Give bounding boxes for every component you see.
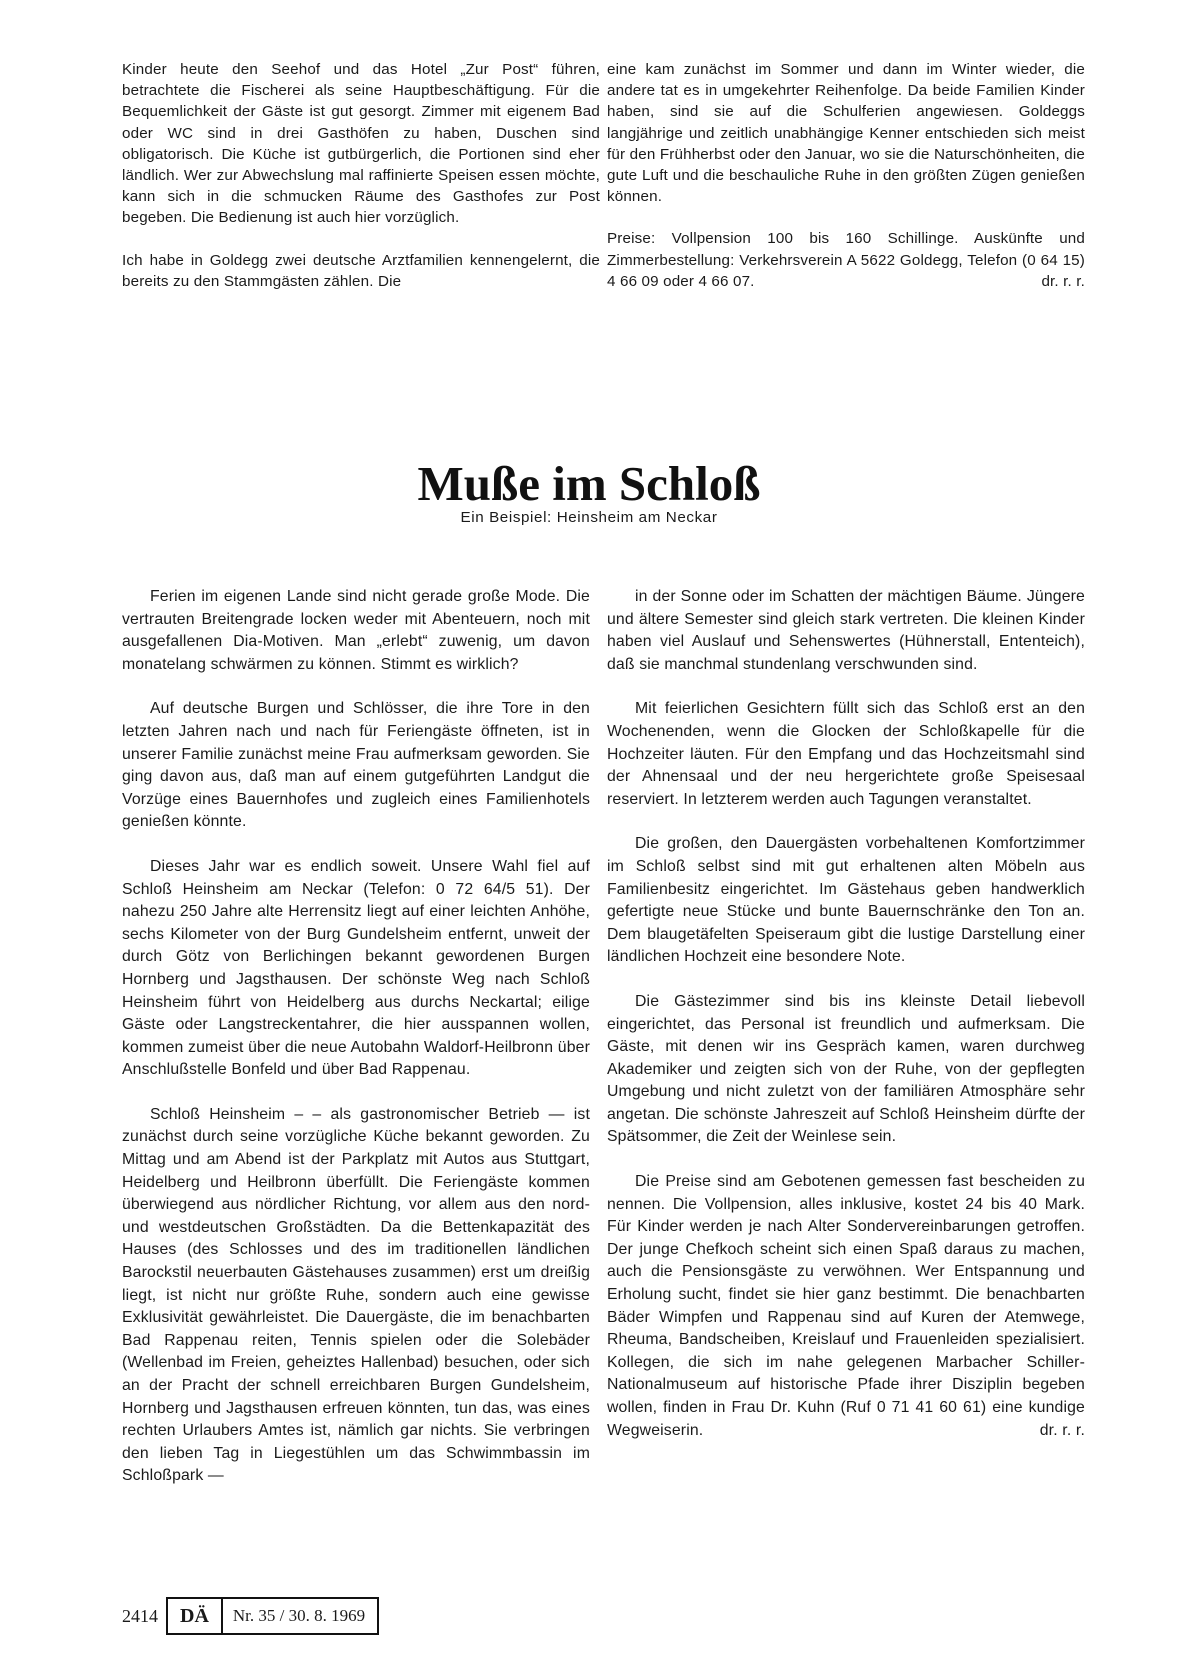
top-right-paragraph-2 <box>607 228 1085 292</box>
main-right-paragraph-4: Die Gästezimmer sind bis ins kleinste Detail liebevoll eingerichtet, das Personal ist freundlich und aufmerksam. Die Gäste, mit denen wir ins Gespräch kamen, waren durchweg Akademiker und zeigten sich von der Ruhe, von der gepflegten Umgebung und nicht zuletzt von der familiären Atmosphäre sehr angetan. Die schönste Jahreszeit auf Schloß Heinsheim dürfte der Spätsommer, die Zeit der Weinlese sein. <box>607 992 1085 1146</box>
journal-logo: DÄ <box>168 1599 223 1633</box>
top-left-paragraph-2: Ich habe in Goldegg zwei deutsche Arztfamilien kennengelernt, die bereits zu den Stammgästen zählen. Die <box>122 251 600 290</box>
article-title: Muße im Schloß <box>417 455 761 511</box>
top-left-column <box>122 59 600 292</box>
main-left-paragraph-1: Ferien im eigenen Lande sind nicht gerade große Mode. Die vertrauten Breitengrade locken weder mit Abenteuern, noch mit ausgefallenen Dia-Motiven. Man „erlebt“ zuwenig, um davon monatelang schwärmen zu können. Stimmt es wirklich? <box>122 588 590 673</box>
article-subtitle: Ein Beispiel: Heinsheim am Neckar <box>460 509 718 526</box>
prices-paragraph: Die Preise sind am Gebotenen gemessen fast bescheiden zu nennen. Die Vollpension, alles inklusive, kostet 24 bis 40 Mark. Für Kinder werden je nach Alter Sondervereinbarungen getroffen. Der junge Chefkoch scheint sich einen Spaß daraus zu machen, auch die Pensionsgäste zu verwöhnen. Wer Entspannung und Erholung sucht, findet sie hier ganz bestimmt. Die benachbarten Bäder Wimpfen und Rappenau sind auf Kuren der Atemwege, Rheuma, Bandscheiben, Kreislauf und Frauenleiden spezialisiert. Kollegen, die sich im nahe gelegenen Marbacher Schiller-Nationalmuseum auf historische Pfade ihrer Disziplin begeben wollen, finden in Frau Dr. Kuhn (Ruf 0 71 41 60 61) eine kundige Wegweiserin. <box>607 1173 1085 1439</box>
page-footer <box>122 1596 379 1636</box>
main-left-column <box>122 586 590 1488</box>
issue-info: Nr. 35 / 30. 8. 1969 <box>232 1606 366 1625</box>
top-right-column <box>607 59 1085 292</box>
main-right-paragraph-3: Die großen, den Dauergästen vorbehaltenen Komfortzimmer im Schloß selbst sind mit gut erhaltenen alten Möbeln aus Familienbesitz eingerichtet. Im Gästehaus geben handwerklich gefertigte neue Stücke und bunte Bauernschränke den Ton an. Dem blaugetäfelten Speiseraum gibt die lustige Darstellung einer ländlichen Hochzeit eine besondere Note. <box>607 835 1085 966</box>
top-left-paragraph-1: Kinder heute den Seehof und das Hotel „Zur Post“ führen, betrachtete die Fischerei als seine Hauptbeschäftigung. Für die Bequemlichkeit der Gäste ist gut gesorgt. Zimmer mit eigenem Bad oder WC sind in drei Gasthöfen zu haben, Duschen sind obligatorisch. Die Küche ist gutbürgerlich, die Portionen sind eher ländlich. Wer zur Abwechslung mal raffinierte Speisen essen möchte, kann sich in die schmucken Räume des Gasthofes zur Post begeben. Die Bedienung ist auch hier vorzüglich. <box>122 61 600 227</box>
main-right-paragraph-2: Mit feierlichen Gesichtern füllt sich das Schloß erst an den Wochenenden, wenn die Glocken der Schloßkapelle für die Hochzeiter läuten. Für den Empfang und das Hochzeitsmahl sind der Ahnensaal und der neu hergerichtete große Speisesaal reserviert. In letzterem werden auch Tagungen veranstaltet. <box>607 700 1085 808</box>
page-number: 2414 <box>122 1605 158 1626</box>
journal-box <box>166 1597 379 1635</box>
main-right-paragraph-1: in der Sonne oder im Schatten der mächtigen Bäume. Jüngere und ältere Semester sind gleich stark vertreten. Die kleinen Kinder haben viel Auslauf und Sehenswertes (Hühnerstall, Ententeich), daß sie manchmal stundenlang verschwunden sind. <box>607 588 1085 673</box>
prices-info: Preise: Vollpension 100 bis 160 Schillinge. Auskünfte und Zimmerbestellung: Verkehrsverein A 5622 Goldegg, Telefon (0 64 15) 4 66 09 oder 4 66 07. <box>607 230 1085 290</box>
main-left-paragraph-4: Schloß Heinsheim – – als gastronomischer Betrieb — ist zunächst durch seine vorzügliche Küche bekannt geworden. Zu Mittag und am Abend ist der Parkplatz mit Autos aus Stuttgart, Heidelberg und Heilbronn überfüllt. Die Feriengäste kommen überwiegend aus nördlicher Richtung, vor allem aus den nord- und westdeutschen Großstädten. Da die Bettenkapazität des Hauses (des Schlosses und des im traditionellen ländlichen Barockstil neuerbauten Gästehauses zusammen) erst um dreißig liegt, ist nicht nur größte Ruhe, sondern auch eine gewisse Exklusivität gewährleistet. Die Dauergäste, die im benachbarten Bad Rappenau reiten, Tennis spielen oder die Solebäder (Wellenbad im Freien, geheiztes Hallenbad) besuchen, oder sich an der Pracht der schnell erreichbaren Burgen Gundelsheim, Hornberg und Jagsthausen erfreuen könnten, tun das, was eines rechten Urlaubers Amtes ist, nämlich gar nichts. Sie verbringen den lieben Tag in Liegestühlen um das Schwimmbassin im Schloßpark — <box>122 1105 590 1485</box>
main-left-paragraph-3: Dieses Jahr war es endlich soweit. Unsere Wahl fiel auf Schloß Heinsheim am Neckar (Telefon: 0 72 64/5 51). Der nahezu 250 Jahre alte Herrensitz liegt auf einer leichten Anhöhe, sechs Kilometer von der Burg Gundelsheim entfernt, unweit der durch Götz von Berlichingen bekannt gewordenen Burgen Hornberg und Jagsthausen. Der schönste Weg nach Schloß Heinsheim führt von Heidelberg aus durchs Neckartal; eilige Gäste oder Langstreckentahrer, die hier ausspannen wollen, kommen zumeist über die neue Autobahn Waldorf-Heilbronn über Anschlußstelle Bonfeld und über Bad Rappenau. <box>122 857 590 1079</box>
main-right-paragraph-5 <box>607 1171 1085 1442</box>
main-left-paragraph-2: Auf deutsche Burgen und Schlösser, die ihre Tore in den letzten Jahren nach und nach für Feriengäste öffneten, ist in unserer Familie zunächst meine Frau aufmerksam geworden. Sie ging davon aus, daß man auf einem gutgeführten Landgut die Vorzüge eines Bauernhofes und zugleich eines Familienhotels genießen könnte. <box>122 700 590 831</box>
main-right-column <box>607 586 1085 1442</box>
author-signature: dr. r. r. <box>1039 1421 1085 1439</box>
author-signature: dr. r. r. <box>1041 272 1085 290</box>
top-right-paragraph-1: eine kam zunächst im Sommer und dann im Winter wieder, die andere tat es in umgekehrter Reihenfolge. Da beide Familien Kinder haben, sind sie auf die Schulferien angewiesen. Goldeggs langjährige und zeitlich unabhängige Kenner entschieden sich meist für den Frühherbst oder den Januar, wo sie die Naturschönheiten, die gute Luft und die beschauliche Ruhe in den größten Zügen genießen können. <box>607 61 1085 206</box>
